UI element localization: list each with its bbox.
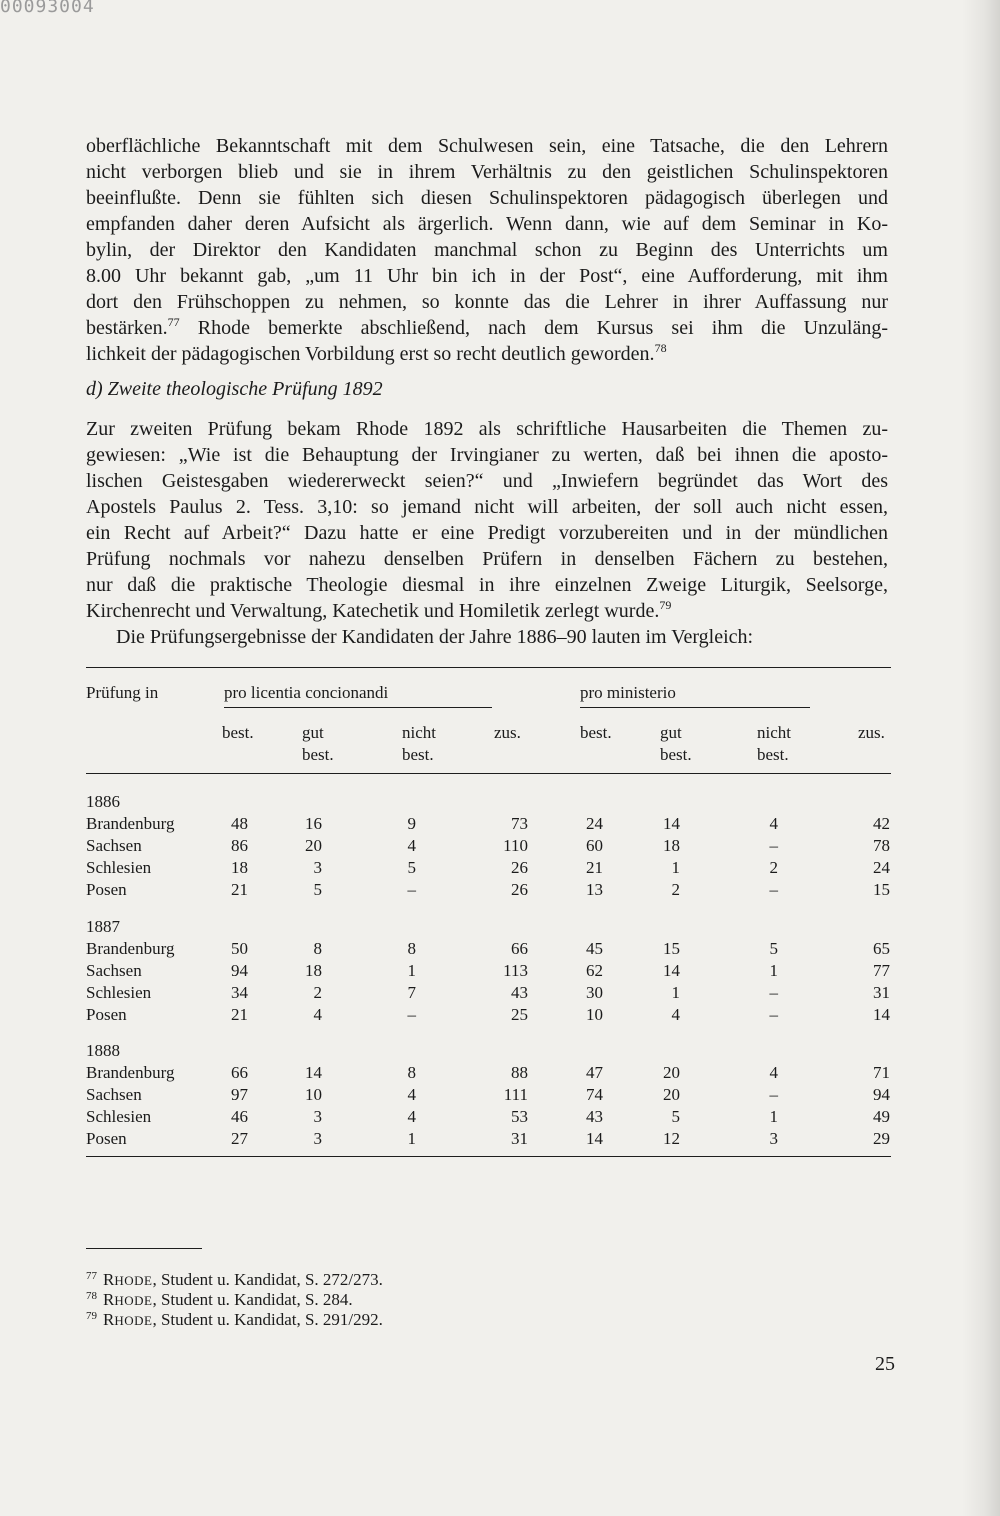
text-line: Die Prüfungsergebnisse der Kandidaten der Jahre 1886–90 lauten im Vergleich: — [116, 626, 754, 648]
text-line — [86, 315, 888, 341]
table-cell: 31 — [511, 1129, 528, 1148]
footnote-number: 79 — [86, 1310, 97, 1322]
table-cell: 53 — [511, 1107, 528, 1126]
table-cell: 1 — [671, 983, 680, 1002]
table-cell: 8 — [313, 939, 322, 958]
table-cell: 1 — [769, 1107, 778, 1126]
table-cell: 46 — [231, 1107, 248, 1126]
table-header-rule — [86, 773, 891, 774]
table-cell: 31 — [873, 983, 890, 1002]
table-cell: – — [769, 1005, 778, 1024]
text-line: nicht verborgen blieb und sie in ihrem Verhältnis zu den geistlichen Schulinspektoren — [86, 161, 888, 183]
section-heading: d) Zweite theologische Prüfung 1892 — [86, 378, 383, 400]
header-pruefung: Prüfung in — [86, 683, 159, 702]
table-cell: 43 — [586, 1107, 603, 1126]
table-cell: 20 — [305, 836, 322, 855]
table-cell: 7 — [407, 983, 416, 1002]
table-cell: 50 — [231, 939, 248, 958]
footnote-number: 77 — [86, 1270, 97, 1282]
table-cell: 74 — [586, 1085, 603, 1104]
table-cell: 5 — [769, 939, 778, 958]
subheader-nicht: nicht — [402, 723, 436, 742]
paragraph-2 — [86, 416, 888, 650]
table-cell: 29 — [873, 1129, 890, 1148]
table-cell: 4 — [769, 1063, 778, 1082]
region-label: Schlesien — [86, 858, 152, 877]
table-cell: 43 — [511, 983, 528, 1002]
region-label: Sachsen — [86, 1085, 142, 1104]
region-label: Posen — [86, 1005, 127, 1024]
table-cell: 10 — [586, 1005, 603, 1024]
table-cell: 14 — [873, 1005, 890, 1024]
group-rule-ministerio — [580, 707, 810, 708]
table-cell: 21 — [231, 1005, 248, 1024]
table-cell: 8 — [407, 939, 416, 958]
group-rule-licentia — [224, 707, 492, 708]
table-cell: 14 — [586, 1129, 603, 1148]
table-cell: 71 — [873, 1063, 890, 1082]
text-line: Prüfung nochmals vor nahezu denselben Prüfern in denselben Fächern zu bestehen, — [86, 548, 888, 570]
table-cell: 3 — [313, 1107, 322, 1126]
subheader-zus: zus. — [494, 723, 521, 742]
region-label: Brandenburg — [86, 939, 175, 958]
table-cell: 24 — [873, 858, 890, 877]
region-label: Posen — [86, 1129, 127, 1148]
subheader-gut: gut — [302, 723, 324, 742]
page-number: 25 — [875, 1353, 895, 1375]
table-cell: 110 — [503, 836, 528, 855]
table-cell: 14 — [663, 814, 680, 833]
table-cell: 62 — [586, 961, 603, 980]
table-cell: 77 — [873, 961, 890, 980]
text-line — [86, 341, 888, 367]
table-cell: 66 — [511, 939, 528, 958]
table-cell: 88 — [511, 1063, 528, 1082]
table-cell: – — [769, 983, 778, 1002]
header-group-ministerio: pro ministerio — [580, 683, 676, 702]
text-line: oberflächliche Bekanntschaft mit dem Schulwesen sein, eine Tatsache, die den Lehrern — [86, 135, 888, 157]
table-cell: – — [769, 880, 778, 899]
table-cell: 4 — [671, 1005, 680, 1024]
table-cell: 13 — [586, 880, 603, 899]
header-group-licentia: pro licentia concionandi — [224, 683, 389, 702]
table-cell: 73 — [511, 814, 528, 833]
text-line: dort den Frühschoppen zu nehmen, so konnte das die Lehrer in ihrer Auffassung nur — [86, 291, 888, 313]
footnote-author-rest: HODE — [114, 1313, 153, 1328]
table-cell: 111 — [503, 1085, 528, 1104]
region-label: Posen — [86, 880, 127, 899]
footnote-79 — [86, 1305, 383, 1332]
table-cell: – — [407, 1005, 416, 1024]
table-cell: 15 — [873, 880, 890, 899]
table-cell: 25 — [511, 1005, 528, 1024]
footnote-ref-77[interactable]: 77 — [167, 315, 180, 329]
text-segment: bestärken. — [86, 317, 168, 339]
table-cell: 1 — [671, 858, 680, 877]
footnote-author-initial: R — [103, 1290, 115, 1309]
region-label: Schlesien — [86, 1107, 152, 1126]
table-cell: 26 — [511, 880, 528, 899]
text-line: 8.00 Uhr bekannt gab, „um 11 Uhr bin ich in der Post“, eine Aufforderung, mit ihm — [86, 265, 888, 287]
table-cell: 47 — [586, 1063, 603, 1082]
table-cell: 113 — [503, 961, 528, 980]
table-cell: 4 — [407, 836, 416, 855]
table-cell: 20 — [663, 1085, 680, 1104]
table-cell: 5 — [671, 1107, 680, 1126]
footnote-text: , Student u. Kandidat, S. 291/292. — [152, 1310, 383, 1329]
footnote-text: , Student u. Kandidat, S. 284. — [152, 1290, 353, 1309]
table-cell: 15 — [663, 939, 680, 958]
table-cell: 97 — [231, 1085, 248, 1104]
subheader-nicht-best: best. — [402, 745, 434, 764]
scan-id: 00093004 — [0, 0, 95, 17]
table-cell: 26 — [511, 858, 528, 877]
table-cell: 20 — [663, 1063, 680, 1082]
text-line: Zur zweiten Prüfung bekam Rhode 1892 als schriftliche Hausarbeiten die Themen zu- — [86, 418, 888, 440]
footnote-author-initial: R — [103, 1310, 115, 1329]
table-cell: 49 — [873, 1107, 890, 1126]
table-cell: 10 — [305, 1085, 322, 1104]
year-label: 1888 — [86, 1041, 120, 1060]
text-segment: Rhode bemerkte abschließend, nach dem Kursus sei ihm die Unzuläng- — [179, 317, 888, 339]
subheader-best: best. — [222, 723, 254, 742]
table-cell: 24 — [586, 814, 603, 833]
text-line: gewiesen: „Wie ist die Behauptung der Irvingianer zu werten, daß bei ihnen die aposto- — [86, 444, 888, 466]
table-cell: 14 — [305, 1063, 322, 1082]
text-line — [86, 598, 888, 624]
table-cell: – — [769, 836, 778, 855]
page-edge-shadow — [962, 0, 1000, 1516]
table-cell: 42 — [873, 814, 890, 833]
footnote-number: 78 — [86, 1290, 97, 1302]
table-cell: 34 — [231, 983, 248, 1002]
table-cell: 14 — [663, 961, 680, 980]
table-cell: 66 — [231, 1063, 248, 1082]
text-line: Apostels Paulus 2. Tess. 3,10: so jemand nicht will arbeiten, der soll auch nicht essen, — [86, 496, 888, 518]
table-cell: 18 — [663, 836, 680, 855]
text-segment: lichkeit der pädagogischen Vorbildung erst so recht deutlich geworden. — [86, 343, 655, 365]
table-cell: 16 — [305, 814, 322, 833]
table-cell: 5 — [407, 858, 416, 877]
footnote-ref-78[interactable]: 78 — [654, 341, 667, 355]
table-cell: 21 — [586, 858, 603, 877]
footnote-text: , Student u. Kandidat, S. 272/273. — [152, 1270, 383, 1289]
table-cell: 94 — [873, 1085, 890, 1104]
table-cell: 86 — [231, 836, 248, 855]
table-cell: 5 — [313, 880, 322, 899]
subheader-gut-best: best. — [660, 745, 692, 764]
table-cell: 2 — [313, 983, 322, 1002]
footnote-author-initial: R — [103, 1270, 115, 1289]
region-label: Brandenburg — [86, 1063, 175, 1082]
table-cell: 2 — [769, 858, 778, 877]
table-cell: 4 — [407, 1107, 416, 1126]
text-line: nur daß die praktische Theologie diesmal in ihre einzelnen Zweige Liturgik, Seelsorge, — [86, 574, 888, 596]
region-label: Brandenburg — [86, 814, 175, 833]
paragraph-1 — [86, 133, 888, 367]
table-cell: 4 — [313, 1005, 322, 1024]
text-line: lischen Geistesgaben wiedererweckt seien?“ und „Inwiefern begründet das Wort des — [86, 470, 888, 492]
footnote-author-rest: HODE — [114, 1293, 153, 1308]
year-label: 1886 — [86, 792, 120, 811]
table-cell: 12 — [663, 1129, 680, 1148]
subheader-nicht-best: best. — [757, 745, 789, 764]
table-cell: 3 — [769, 1129, 778, 1148]
table-cell: 48 — [231, 814, 248, 833]
subheader-zus: zus. — [858, 723, 885, 742]
table-cell: 1 — [407, 1129, 416, 1148]
region-label: Schlesien — [86, 983, 152, 1002]
table-cell: 78 — [873, 836, 890, 855]
table-cell: 27 — [231, 1129, 248, 1148]
table-cell: 18 — [231, 858, 248, 877]
table-cell: 3 — [313, 858, 322, 877]
table-cell: 60 — [586, 836, 603, 855]
table-cell: – — [769, 1085, 778, 1104]
table-cell: 8 — [407, 1063, 416, 1082]
table-cell: 1 — [769, 961, 778, 980]
year-label: 1887 — [86, 917, 120, 936]
text-line: empfanden daher deren Aufsicht als ärgerlich. Wenn dann, wie auf dem Seminar in Ko- — [86, 213, 888, 235]
footnote-separator — [86, 1248, 202, 1249]
table-cell: – — [407, 880, 416, 899]
table-cell: 21 — [231, 880, 248, 899]
text-line: beeinflußte. Denn sie fühlten sich diesen Schulinspektoren pädagogisch überlegen und — [86, 187, 888, 209]
table-top-rule — [86, 667, 891, 668]
table-cell: 4 — [769, 814, 778, 833]
table-cell: 65 — [873, 939, 890, 958]
subheader-nicht: nicht — [757, 723, 791, 742]
table-cell: 2 — [671, 880, 680, 899]
table-cell: 1 — [407, 961, 416, 980]
footnote-ref-79[interactable]: 79 — [659, 598, 672, 612]
table-cell: 45 — [586, 939, 603, 958]
subheader-gut-best: best. — [302, 745, 334, 764]
footnote-author-rest: HODE — [114, 1273, 153, 1288]
text-line: ein Recht auf Arbeit?“ Dazu hatte er eine Predigt vorzubereiten und in der mündlichen — [86, 522, 888, 544]
table-cell: 18 — [305, 961, 322, 980]
subheader-gut: gut — [660, 723, 682, 742]
text-line: bylin, der Direktor den Kandidaten manchmal schon zu Beginn des Unterrichts um — [86, 239, 888, 261]
subheader-best: best. — [580, 723, 612, 742]
table-cell: 3 — [313, 1129, 322, 1148]
table-bottom-rule — [86, 1156, 891, 1157]
table-cell: 94 — [231, 961, 248, 980]
region-label: Sachsen — [86, 961, 142, 980]
region-label: Sachsen — [86, 836, 142, 855]
table-cell: 30 — [586, 983, 603, 1002]
table-cell: 9 — [407, 814, 416, 833]
text-segment: Kirchenrecht und Verwaltung, Katechetik und Homiletik zerlegt wurde. — [86, 600, 660, 622]
table-cell: 4 — [407, 1085, 416, 1104]
